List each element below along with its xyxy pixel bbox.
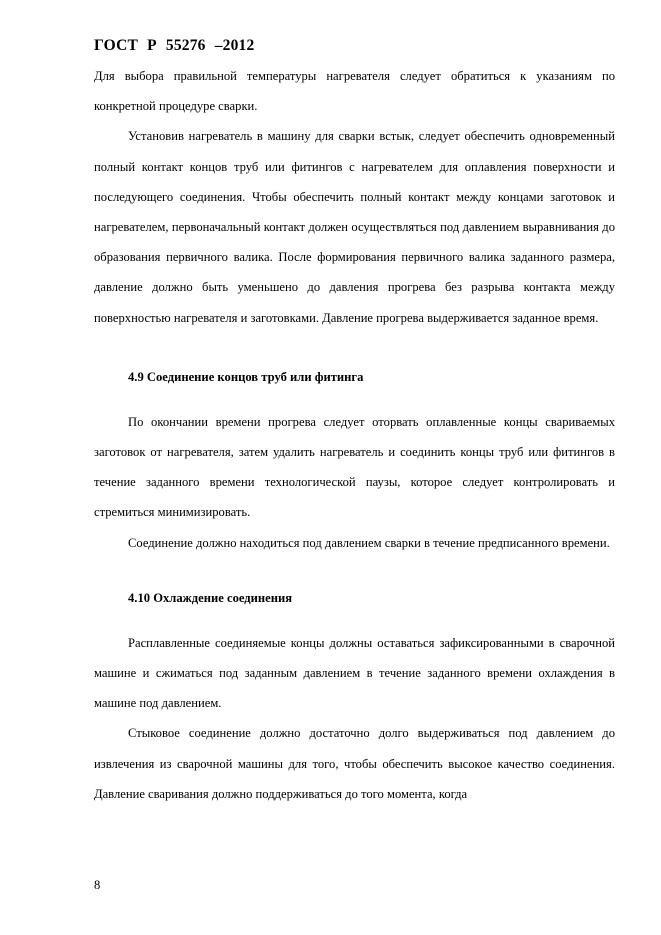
page-number: 8 <box>94 878 101 892</box>
paragraph-welding-pressure: Соединение должно находиться под давлением сварки в течение предписанного времени. <box>128 535 610 550</box>
spacer <box>94 608 615 628</box>
document-page <box>94 36 615 809</box>
paragraph-heater-temperature: Для выбора правильной температуры нагревателя следует обратиться к указаниям по конкретной процедуре сварки. <box>94 69 615 114</box>
section-heading-4-10: 4.10 Охлаждение соединения <box>128 590 293 605</box>
paragraph-cooling-fixation: Расплавленные соединяемые концы должны оставаться зафиксированными в сварочной машине и сжиматься под заданным давлением в течение заданного времени охлаждения в машине под давлением. <box>94 635 615 711</box>
spacer <box>94 333 615 367</box>
paragraph-butt-joint-holding: Стыковое соединение должно достаточно долго выдерживаться под давлением до извлечения из сварочной машины для того, чтобы обеспечить высокое качество соединения. Давление сваривания должно поддерживаться до того момента, когда <box>94 726 615 801</box>
paragraph-heater-installation: Установив нагреватель в машину для сварки встык, следует обеспечить одновременный полный контакт концов труб или фитингов с нагревателем для оплавления поверхности и последующего соединения. Чтобы обеспечить полный контакт между концами заготовок и нагревателем, первоначальный контакт должен осуществляться под давлением выравнивания до образования первичного валика. После формирования первичного валика заданного размера, давление должно быть уменьшено до давления прогрева без разрыва контакта между поверхностью нагревателя и заготовками. Давление прогрева выдерживается заданное время. <box>94 129 615 325</box>
paragraph-joining-ends: По окончании времени прогрева следует оторвать оплавленные концы свариваемых заготовок от нагревателя, затем удалить нагреватель и соединить концы труб или фитингов в течение заданного времени технологической паузы, которое следует контролировать и стремиться минимизировать. <box>94 414 615 520</box>
section-heading-4-9: 4.9 Соединение концов труб или фитинга <box>128 369 364 384</box>
spacer <box>94 558 615 588</box>
spacer <box>94 387 615 407</box>
document-header: ГОСТ Р 55276 –2012 <box>94 37 255 54</box>
